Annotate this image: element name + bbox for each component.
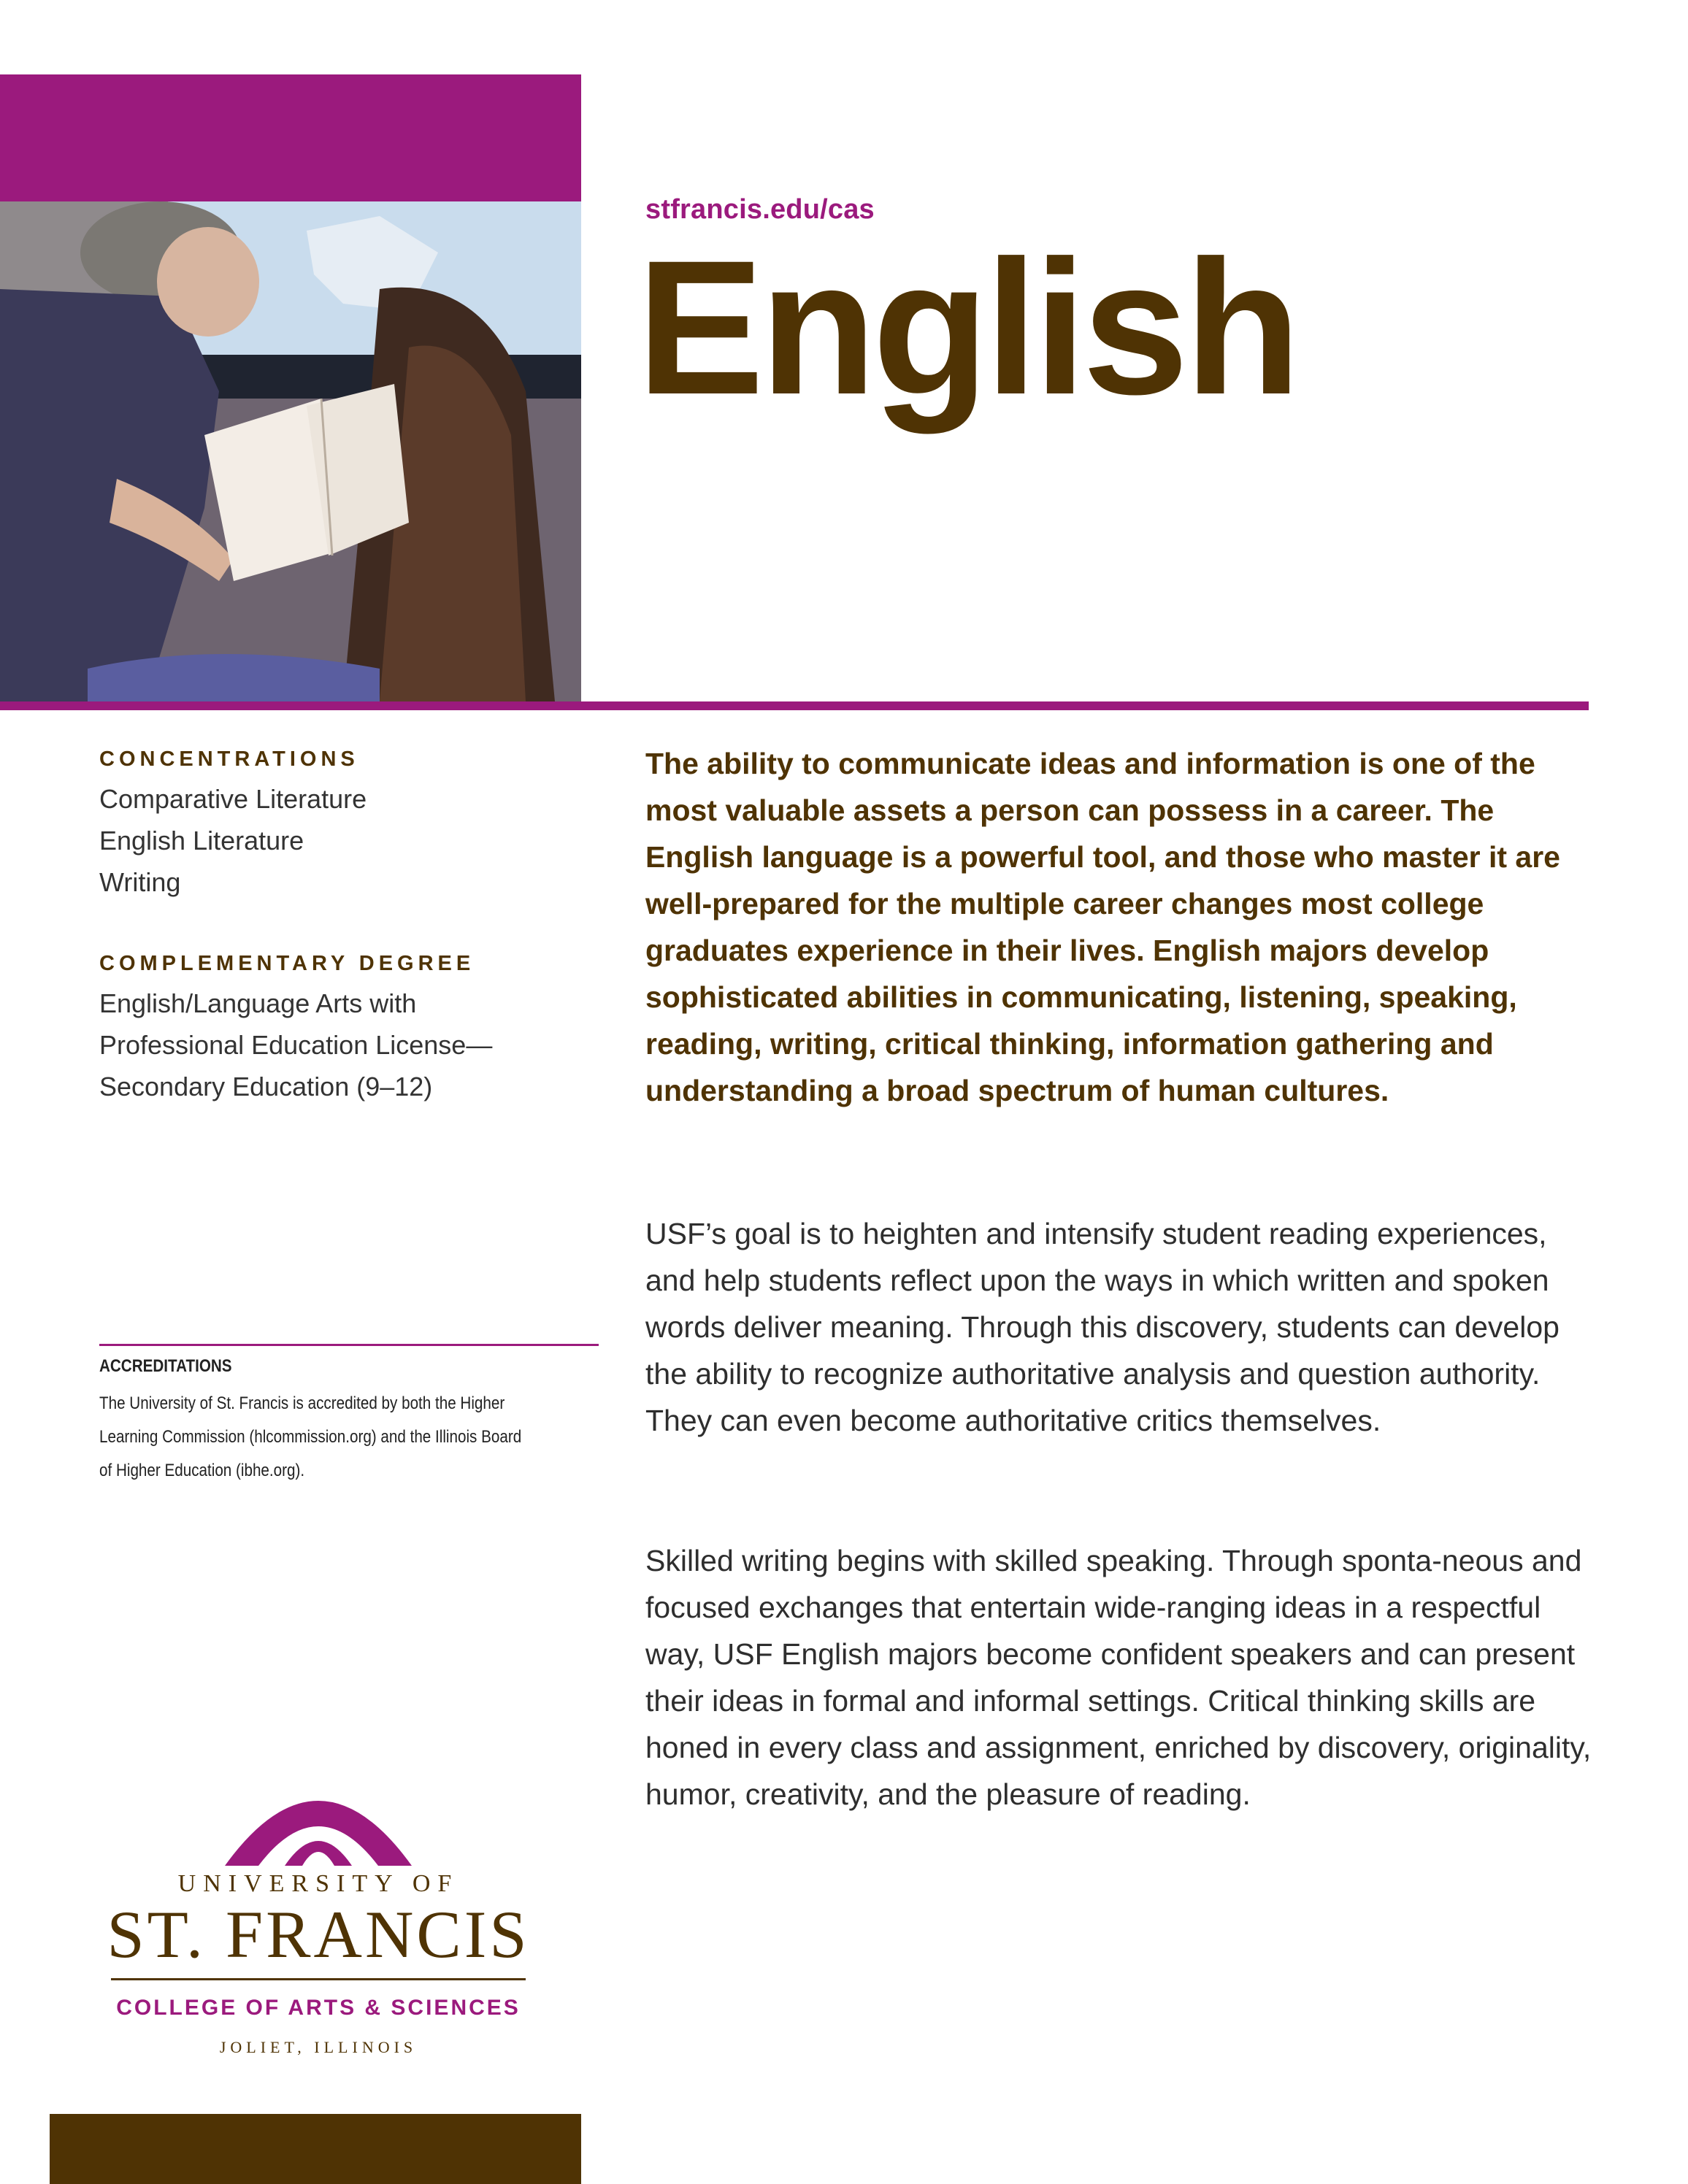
accreditations-line: of Higher Education (ibhe.org). <box>99 1461 305 1480</box>
accreditations-rule <box>99 1344 599 1346</box>
concentrations-heading: CONCENTRATIONS <box>99 747 359 771</box>
accreditations-line: Learning Commission (hlcommission.org) and the Illinois Board <box>99 1427 522 1447</box>
list-item: English Literature <box>99 826 304 855</box>
site-url[interactable]: stfrancis.edu/cas <box>645 194 875 225</box>
body-paragraph-2: Skilled writing begins with skilled speaking. Through sponta-neous and focused exchanges that entertain wide-ranging ideas in a respectful way, USF English majors become confident speakers and can present their ideas in formal and informal settings. Critical thinking skills are honed in every class and assignment, enriched by discovery, originality, humor, creativity, and the pleasure of reading. <box>645 1544 1592 1811</box>
accreditations-heading: ACCREDITATIONS <box>99 1356 232 1376</box>
list-item: Writing <box>99 867 181 897</box>
accreditations-line: The University of St. Francis is accredited by both the Higher <box>99 1393 505 1413</box>
accreditations-text <box>99 1387 595 1488</box>
header-photo <box>0 201 581 701</box>
arch-icon <box>225 1780 412 1867</box>
section-divider <box>0 701 1589 710</box>
intro-paragraph: The ability to communicate ideas and information is one of the most valuable assets a person can possess in a career. The English language is a powerful tool, and those who master it are well-prepared for the multiple career changes most college graduates experience in their lives. English majors develop sophisticated abilities in communicating, listening, speaking, reading, writing, critical thinking, information gathering and understanding a broad spectrum of human cultures. <box>645 747 1560 1107</box>
university-logo <box>99 1771 537 2063</box>
logo-city: JOLIET, ILLINOIS <box>219 2038 418 2056</box>
complementary-degree-list <box>99 983 492 1107</box>
complementary-degree-heading: COMPLEMENTARY DEGREE <box>99 952 475 975</box>
list-item: English/Language Arts with <box>99 988 417 1018</box>
list-item: Comparative Literature <box>99 784 367 814</box>
logo-rule <box>111 1978 526 1980</box>
list-item: Professional Education License— <box>99 1030 493 1060</box>
logo-college: COLLEGE OF ARTS & SCIENCES <box>116 1996 521 2020</box>
logo-st-francis: ST. FRANCIS <box>107 1897 530 1972</box>
list-item: Secondary Education (9–12) <box>99 1072 433 1101</box>
concentrations-list <box>99 778 367 903</box>
logo-university-of: UNIVERSITY OF <box>177 1870 459 1897</box>
body-paragraph-1: USF’s goal is to heighten and intensify student reading experiences, and help students reflect upon the ways in which written and spoken words deliver meaning. Through this discovery, students can develop the ability to recognize authoritative analysis and question authority. They can even become authoritative critics themselves. <box>645 1217 1560 1437</box>
bottom-brown-band <box>50 2114 581 2184</box>
page-title: English <box>637 220 1297 434</box>
top-magenta-band <box>0 74 581 201</box>
